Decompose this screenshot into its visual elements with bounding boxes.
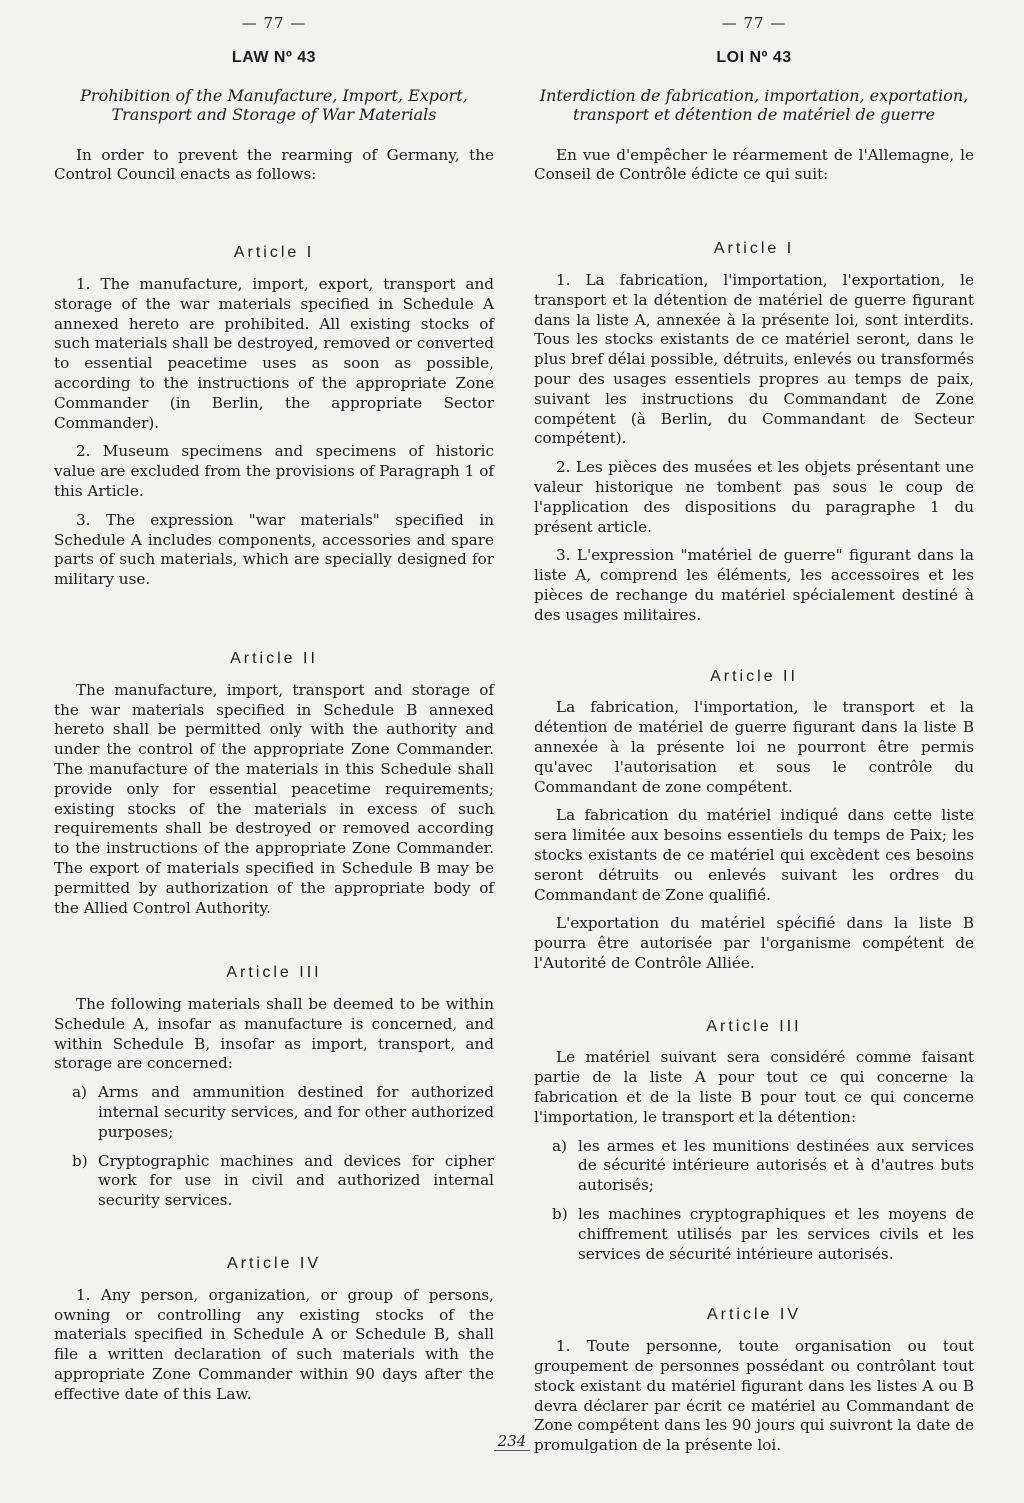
list-item-text: Arms and ammunition destined for authorized internal security services, and for other authorized purposes;	[98, 1083, 494, 1141]
article-3-paragraph-1-english: The following materials shall be deemed to be within Schedule A, insofar as manufacture is concerned, and within Schedule B, insofar as import, transport, and storage are concerned:	[54, 995, 494, 1073]
article-2-heading-french: Article II	[710, 667, 798, 685]
page-number-left: — 77 —	[241, 14, 307, 32]
article-4-paragraph-1-english: 1. Any person, organization, or group of persons, owning or controlling any existing stocks of the materials specified in Schedule A or Schedule B, shall file a written declaration of such materials with the appropriate Zone Commander within 90 days after the effective date of this Law.	[54, 1285, 494, 1403]
article-2-paragraph-3-french: L'exportation du matériel spécifié dans la liste B pourra être autorisée par l'organisme compétent de l'Autorité de Contrôle Alliée.	[534, 914, 974, 972]
law-title-english: LAW Nº 43	[231, 48, 317, 66]
list-marker: b)	[552, 1205, 568, 1224]
article-3-item-a-french	[552, 1137, 974, 1196]
article-1-paragraph-2-english: 2. Museum specimens and specimens of historic value are excluded from the provisions of Paragraph 1 of this Article.	[54, 442, 494, 500]
footer-page-number	[0, 1432, 1024, 1450]
intro-french: En vue d'empêcher le réarmement de l'Allemagne, le Conseil de Contrôle édicte ce qui suit:	[534, 145, 974, 184]
article-1-heading-french: Article I	[713, 240, 795, 258]
article-3-heading-french: Article III	[706, 1017, 802, 1035]
list-marker: b)	[72, 1151, 88, 1170]
french-column	[534, 0, 974, 1465]
article-1-paragraph-3-french: 3. L'expression "matériel de guerre" figurant dans la liste A, comprend les éléments, les accessoires et les pièces de rechange du matériel spécialement destiné à des usages militaires.	[534, 546, 974, 624]
article-4-heading-french: Article IV	[706, 1306, 801, 1324]
article-2-heading-english: Article II	[230, 649, 318, 667]
list-item-text: les armes et les munitions destinées aux services de sécurité intérieure autorisés et à d'autres buts autorisés;	[578, 1136, 974, 1195]
article-1-paragraph-3-english: 3. The expression "war materials" specified in Schedule A includes components, accessories and spare parts of such materials, which are specially designed for military use.	[54, 510, 494, 589]
list-marker: a)	[552, 1136, 567, 1155]
footer-page-number-text: 234	[494, 1432, 531, 1451]
list-item-text: les machines cryptographiques et les moyens de chiffrement utilisés par les services civils et les services de sécurité intérieure autorisés.	[578, 1205, 974, 1263]
article-3-paragraph-1-french: Le matériel suivant sera considéré comme faisant partie de la liste A pour tout ce qui concerne la fabrication et de la liste B pour tout ce qui concerne l'importation, le transport et la détention:	[534, 1048, 974, 1126]
article-3-item-b-english	[72, 1152, 494, 1211]
law-title-french: LOI Nº 43	[716, 48, 792, 66]
article-2-paragraph-2-french: La fabrication du matériel indiqué dans cette liste sera limitée aux besoins essentiels du temps de Paix; les stocks existants de ce matériel qui excèdent ces besoins seront détruits ou enlevés suivant les ordres du Commandant de Zone qualifié.	[534, 806, 974, 904]
list-marker: a)	[72, 1083, 87, 1102]
article-1-heading-english: Article I	[233, 244, 315, 262]
law-subtitle-french: Interdiction de fabrication, importation, exportation, transport et détention de matériel de guerre	[539, 85, 969, 124]
list-item-text: Cryptographic machines and devices for cipher work for use in civil and authorized internal security services.	[98, 1151, 494, 1210]
article-4-paragraph-1-french: 1. Toute personne, toute organisation ou tout groupement de personnes possédant ou contrôlant tout stock existant du matériel figurant dans les listes A ou B devra déclarer par écrit ce matériel au Commandant de Zone compétent dans les 90 jours qui suivront la date de promulgation de la présente loi.	[534, 1337, 974, 1455]
article-2-paragraph-1-french: La fabrication, l'importation, le transport et la détention de matériel de guerre figurant dans la liste B annexée à la présente loi ne pourront être permis qu'avec l'autorisation et sous le contrôle du Commandant de zone compétent.	[534, 698, 974, 796]
law-subtitle-english: Prohibition of the Manufacture, Import, Export, Transport and Storage of War Materials	[80, 85, 468, 124]
article-4-heading-english: Article IV	[226, 1255, 321, 1273]
article-1-paragraph-2-french: 2. Les pièces des musées et les objets présentant une valeur historique ne tombent pas sous le coup de l'application des dispositions du paragraphe 1 du présent article.	[534, 458, 974, 536]
article-3-item-b-french	[552, 1205, 974, 1264]
english-column	[54, 0, 494, 1414]
article-3-item-a-english	[72, 1083, 494, 1142]
article-3-heading-english: Article III	[226, 964, 322, 982]
page-number-right: — 77 —	[721, 14, 787, 32]
article-1-paragraph-1-french: 1. La fabrication, l'importation, l'exportation, le transport et la détention de matériel de guerre figurant dans la liste A, annexée à la présente loi, sont interdits. Tous les stocks existants de ce matériel seront, dans le plus bref délai possible, détruits, enlevés ou transformés pour des usages essentiels propres au temps de paix, suivant les instructions du Commandant de Zone compétent (à Berlin, du Commandant de Secteur compétent).	[534, 270, 974, 448]
intro-english: In order to prevent the rearming of Germany, the Control Council enacts as follows:	[54, 145, 494, 184]
article-1-paragraph-1-english: 1. The manufacture, import, export, transport and storage of the war materials specified in Schedule A annexed hereto are prohibited. All existing stocks of such materials shall be destroyed, removed or converted to essential peacetime uses as soon as possible, according to the instructions of the appropriate Zone Commander (in Berlin, the appropriate Sector Commander).	[54, 274, 494, 432]
article-2-paragraph-1-english: The manufacture, import, transport and storage of the war materials specified in Schedule B annexed hereto shall be permitted only with the authority and under the control of the appropriate Zone Commander. The manufacture of the materials in this Schedule shall provide only for essential peacetime requirements; existing stocks of the materials in excess of such requirements shall be destroyed or removed according to the instructions of the appropriate Zone Commander. The export of materials specified in Schedule B may be permitted by authorization of the appropriate body of the Allied Control Authority.	[54, 680, 494, 917]
